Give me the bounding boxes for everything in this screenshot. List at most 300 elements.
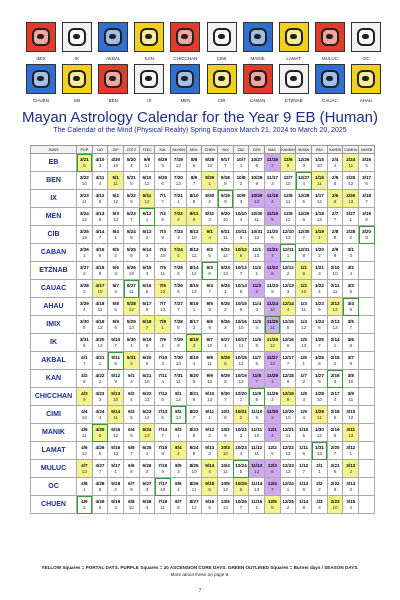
calendar-cell — [124, 208, 140, 226]
calendar-cell — [92, 262, 108, 280]
cell-date: 6/14 — [142, 246, 152, 252]
cell-date: 5/18 — [111, 480, 121, 486]
cell-date: 10/10 — [235, 210, 247, 216]
cell-date: 4/1 — [81, 354, 88, 360]
cell-tone: 2 — [333, 360, 337, 366]
cell-tone: 2 — [208, 198, 211, 204]
cell-date: 1/27 — [314, 372, 324, 378]
cell-tone: 13 — [128, 324, 134, 330]
cell-date: 3/23 — [79, 192, 89, 198]
calendar-cell — [265, 352, 281, 370]
cell-date: 5/7 — [112, 282, 119, 288]
calendar-cell — [202, 208, 218, 226]
calendar-cell — [265, 280, 281, 298]
calendar-cell — [92, 352, 108, 370]
cell-date: 9/18 — [220, 174, 230, 180]
cell-date: 4/8 — [81, 480, 88, 486]
cell-date: 3/9 — [347, 390, 354, 396]
calendar-cell — [186, 244, 202, 262]
calendar-row — [31, 244, 375, 262]
cell-tone: 3 — [349, 252, 353, 258]
cell-tone: 9 — [130, 486, 133, 492]
cell-tone: 8 — [255, 162, 258, 168]
cell-tone: 6 — [302, 450, 306, 456]
cell-date: 2/2 — [316, 480, 323, 486]
cell-tone: 10 — [160, 486, 166, 492]
cell-date: 10/31 — [250, 228, 263, 234]
glyph-label: AHAU — [359, 98, 373, 103]
calendar-cell — [171, 154, 187, 172]
cell-date: 10/1 — [220, 408, 230, 414]
calendar-cell — [155, 496, 171, 514]
cell-tone: 6 — [333, 432, 337, 438]
cell-tone: 11 — [207, 360, 213, 366]
cell-date: 5/22 — [126, 192, 136, 198]
calendar-cell — [202, 298, 218, 316]
cell-tone: 5 — [286, 324, 290, 330]
cell-date: 5/10 — [111, 336, 121, 342]
cell-tone: 1 — [177, 432, 180, 438]
calendar-cell — [343, 334, 359, 352]
cell-tone: 5 — [239, 234, 243, 240]
cell-tone: 8 — [208, 306, 211, 312]
cell-date: 5/31 — [126, 354, 136, 360]
calendar-cell — [202, 154, 218, 172]
cell-tone: 8 — [318, 360, 321, 366]
calendar-cell — [171, 316, 187, 334]
calendar-cell — [108, 172, 124, 190]
calendar-cell — [77, 424, 93, 442]
cell-date: 7/28 — [173, 318, 183, 324]
cell-tone: 12 — [97, 324, 103, 330]
calendar-cell — [233, 460, 249, 478]
calendar-cell — [108, 262, 124, 280]
cell-date: 10/18 — [235, 354, 247, 360]
cell-tone: 3 — [224, 324, 227, 330]
calendar-cell — [124, 460, 140, 478]
glyph-label: IX — [147, 98, 152, 103]
cell-date: 6/8 — [128, 498, 135, 504]
cell-date: 3/14 — [346, 480, 356, 486]
month-header: UO — [92, 146, 108, 154]
cell-tone: 9 — [302, 270, 306, 276]
cell-tone: 2 — [318, 252, 321, 258]
cell-tone: 9 — [224, 432, 227, 438]
page-title: Mayan Astrology Calendar for the Year 9 EB (Human) — [21, 109, 379, 126]
calendar-cell — [186, 370, 202, 388]
cell-tone: 13 — [144, 198, 150, 204]
calendar-cell — [265, 262, 281, 280]
calendar-cell — [171, 172, 187, 190]
cell-tone: 13 — [144, 432, 150, 438]
cell-date: 10/15 — [235, 300, 247, 306]
calendar-cell — [139, 370, 155, 388]
calendar-cell — [312, 226, 328, 244]
cell-tone: 9 — [192, 216, 196, 222]
cell-date: 4/27 — [95, 462, 105, 468]
calendar-cell — [359, 370, 375, 388]
calendar-row — [31, 190, 375, 208]
cell-date: 5/4 — [112, 228, 119, 234]
cell-date: 4/15 — [95, 246, 105, 252]
cell-tone: 4 — [192, 360, 196, 366]
calendar-cell — [359, 190, 375, 208]
calendar-cell — [155, 442, 171, 460]
calendar-cell — [218, 406, 234, 424]
calendar-cell — [249, 406, 265, 424]
cell-date: 8/8 — [190, 156, 198, 162]
cell-tone: 11 — [317, 414, 322, 420]
cell-tone: 3 — [130, 378, 133, 384]
cell-tone: 7 — [208, 288, 211, 294]
glyph-ahau-icon — [351, 64, 381, 94]
calendar-cell — [155, 208, 171, 226]
cell-date: 10/25 — [235, 480, 247, 486]
cell-tone: 10 — [348, 378, 354, 384]
cell-tone: 11 — [348, 396, 354, 402]
cell-tone: 13 — [175, 180, 181, 186]
cell-tone: 3 — [271, 414, 274, 420]
cell-date: 6/11 — [142, 192, 152, 198]
calendar-cell — [296, 442, 312, 460]
calendar-cell — [92, 154, 108, 172]
calendar-cell — [171, 244, 187, 262]
calendar-cell — [202, 262, 218, 280]
cell-tone: 12 — [285, 216, 291, 222]
calendar-cell — [280, 460, 296, 478]
day-sign-label: LAMAT — [31, 442, 77, 460]
cell-tone: 5 — [83, 324, 86, 330]
cell-tone: 6 — [130, 432, 133, 438]
cell-date: 9/11 — [205, 408, 215, 414]
cell-tone: 1 — [349, 216, 353, 222]
calendar-cell — [280, 352, 296, 370]
calendar-cell — [77, 154, 93, 172]
cell-tone: 1 — [224, 288, 227, 294]
cell-tone: 1 — [161, 324, 164, 330]
month-header: CHEN — [202, 146, 218, 154]
cell-tone: 11 — [128, 288, 134, 294]
cell-tone: 8 — [192, 198, 196, 204]
calendar-cell — [92, 406, 108, 424]
cell-date: 2/13 — [330, 318, 340, 324]
cell-date: 11/10 — [251, 408, 263, 414]
calendar-cell — [92, 478, 108, 496]
glyph-men-icon — [170, 64, 200, 94]
cell-tone: 2 — [177, 450, 180, 456]
calendar-cell — [124, 424, 140, 442]
calendar-table — [30, 145, 375, 514]
day-sign-label: EB — [31, 154, 77, 172]
cell-date: 12/14 — [282, 300, 294, 306]
cell-date: 6/4 — [128, 426, 135, 432]
cell-tone: 1 — [114, 234, 117, 240]
calendar-cell — [77, 406, 93, 424]
day-sign-label: CABAN — [31, 244, 77, 262]
cell-date: 8/28 — [205, 156, 215, 162]
glyph-oc-icon — [351, 22, 381, 52]
cell-date: 9/14 — [205, 462, 215, 468]
cell-tone: 9 — [365, 234, 368, 240]
cell-tone: 4 — [208, 468, 211, 474]
cell-date: 6/21 — [142, 372, 152, 378]
calendar-cell — [233, 334, 249, 352]
cell-date: 8/26 — [189, 480, 199, 486]
calendar-cell — [343, 460, 359, 478]
cell-date: 6/23 — [142, 408, 152, 414]
cell-tone: 9 — [349, 360, 353, 366]
cell-date: 4/14 — [95, 228, 105, 234]
cell-tone: 4 — [333, 162, 337, 168]
calendar-cell — [312, 388, 328, 406]
cell-date: 2/23 — [330, 498, 340, 504]
cell-date: 4/19 — [95, 318, 105, 324]
cell-date: 8/21 — [189, 390, 199, 396]
cell-tone: 5 — [255, 342, 258, 348]
cell-tone: 2 — [177, 216, 180, 222]
cell-date: 11/25 — [266, 318, 279, 324]
cell-date: 11/6 — [252, 336, 262, 342]
cell-date: 5/11 — [111, 354, 121, 360]
cell-tone: 13 — [348, 198, 354, 204]
calendar-cell — [218, 496, 234, 514]
calendar-cell — [218, 424, 234, 442]
cell-tone: 7 — [271, 486, 274, 492]
cell-date: 3/26 — [79, 246, 89, 252]
calendar-row — [31, 280, 375, 298]
month-header: MOL — [186, 146, 202, 154]
month-header: MOAN — [296, 146, 312, 154]
calendar-cell — [202, 406, 218, 424]
cell-date: 3/30 — [79, 318, 89, 324]
calendar-cell — [312, 244, 328, 262]
cell-tone: 1 — [239, 396, 243, 402]
cell-date: 4/16 — [95, 264, 105, 270]
cell-tone: 4 — [208, 234, 211, 240]
cell-date: 1/21 — [314, 264, 324, 270]
cell-date: 9/9 — [206, 372, 213, 378]
calendar-cell — [92, 424, 108, 442]
cell-date: 7/12 — [158, 390, 168, 396]
calendar-cell — [124, 298, 140, 316]
cell-date: 9/2 — [206, 246, 213, 252]
calendar-cell — [233, 424, 249, 442]
cell-tone: 1 — [192, 306, 196, 312]
calendar-cell — [77, 190, 93, 208]
day-sign-label: AHAU — [31, 298, 77, 316]
calendar-cell — [249, 280, 265, 298]
calendar-row — [31, 316, 375, 334]
cell-date: 8/30 — [205, 192, 215, 198]
cell-tone: 12 — [316, 198, 322, 204]
calendar-cell — [186, 280, 202, 298]
cell-date: 5/30 — [126, 336, 136, 342]
cell-tone: 5 — [161, 162, 164, 168]
calendar-cell — [139, 424, 155, 442]
cell-date: 2/14 — [330, 336, 340, 342]
calendar-cell — [139, 172, 155, 190]
cell-tone: 3 — [177, 468, 180, 474]
cell-date: 12/9 — [283, 210, 293, 216]
calendar-cell — [139, 190, 155, 208]
calendar-cell — [218, 190, 234, 208]
cell-date: 4/7 — [81, 462, 88, 468]
calendar-cell — [202, 352, 218, 370]
cell-date: 6/28 — [142, 498, 152, 504]
calendar-cell — [233, 208, 249, 226]
calendar-cell — [155, 172, 171, 190]
cell-date: 12/2 — [267, 444, 277, 450]
cell-tone: 11 — [160, 504, 166, 510]
cell-date: 9/15 — [205, 480, 215, 486]
cell-tone: 10 — [332, 504, 338, 510]
cell-tone: 8 — [239, 288, 243, 294]
cell-tone: 9 — [98, 504, 102, 510]
glyph-chicchan-icon — [170, 22, 200, 52]
cell-tone: 6 — [365, 180, 368, 186]
day-sign-label: BEN — [31, 172, 77, 190]
calendar-cell — [280, 154, 296, 172]
calendar-cell — [202, 370, 218, 388]
cell-tone: 2 — [114, 252, 117, 258]
cell-tone: 5 — [271, 216, 274, 222]
cell-date: 12/22 — [282, 444, 294, 450]
cell-date: 7/7 — [159, 300, 166, 306]
calendar-cell — [186, 316, 202, 334]
calendar-cell — [124, 172, 140, 190]
calendar-cell — [233, 496, 249, 514]
cell-date: 2/18 — [330, 408, 340, 414]
cell-date: 11/5 — [252, 318, 262, 324]
month-header: YAX — [218, 146, 234, 154]
cell-tone: 5 — [114, 306, 117, 312]
calendar-cell — [249, 244, 265, 262]
cell-date: 4/12 — [95, 192, 105, 198]
cell-date: 5/2 — [112, 192, 119, 198]
cell-tone: 6 — [208, 504, 211, 510]
cell-tone: 4 — [130, 162, 133, 168]
calendar-cell — [171, 370, 187, 388]
cell-tone: 5 — [239, 468, 243, 474]
cell-date: 7/20 — [173, 174, 183, 180]
cell-date: 8/12 — [189, 228, 199, 234]
calendar-cell — [265, 406, 281, 424]
calendar-cell — [139, 154, 155, 172]
cell-date: 2/12 — [330, 300, 340, 306]
month-header: POP — [77, 146, 93, 154]
cell-date: 8/4 — [175, 444, 182, 450]
cell-tone: 13 — [301, 342, 307, 348]
glyph-chuen-icon — [26, 64, 56, 94]
cell-date: 3/3 — [347, 282, 354, 288]
cell-tone: 7 — [83, 360, 86, 366]
cell-date: 6/15 — [142, 264, 152, 270]
calendar-cell — [139, 244, 155, 262]
cell-tone: 7 — [130, 450, 133, 456]
cell-tone: 8 — [98, 252, 102, 258]
cell-date: 1/28 — [314, 390, 324, 396]
cell-tone: 9 — [161, 234, 164, 240]
cell-date: 6/3 — [128, 408, 135, 414]
cell-date: 9/5 — [206, 300, 213, 306]
cell-date: 9/25 — [220, 300, 230, 306]
cell-tone: 8 — [365, 216, 368, 222]
cell-tone: 12 — [254, 234, 260, 240]
cell-date: 10/12 — [235, 246, 247, 252]
calendar-cell — [249, 298, 265, 316]
calendar-cell — [359, 352, 375, 370]
cell-date: 10/28 — [250, 174, 263, 180]
calendar-cell — [124, 190, 140, 208]
cell-tone: 1 — [239, 162, 243, 168]
cell-date: 2/5 — [331, 174, 339, 180]
day-sign-label: KAN — [31, 370, 77, 388]
cell-tone: 2 — [286, 504, 290, 510]
cell-tone: 3 — [239, 198, 243, 204]
cell-tone: 9 — [286, 162, 290, 168]
cell-date: 5/21 — [126, 174, 136, 180]
month-header: XUL — [155, 146, 171, 154]
calendar-cell — [171, 406, 187, 424]
cell-date: 8/9 — [190, 174, 198, 180]
calendar-cell — [327, 460, 343, 478]
cell-date: 9/19 — [220, 192, 230, 198]
day-sign-label: CAUAC — [31, 280, 77, 298]
calendar-cell — [343, 298, 359, 316]
cell-date: 1/23 — [314, 300, 324, 306]
calendar-cell — [327, 370, 343, 388]
glyph-label: EB — [74, 98, 81, 103]
cell-tone: 8 — [302, 486, 306, 492]
cell-tone: 9 — [333, 486, 337, 492]
cell-tone: 5 — [318, 306, 321, 312]
cell-tone: 3 — [192, 342, 196, 348]
calendar-cell — [186, 496, 202, 514]
cell-tone: 11 — [285, 432, 291, 438]
cell-tone: 2 — [145, 234, 149, 240]
calendar-cell — [249, 496, 265, 514]
calendar-cell — [139, 298, 155, 316]
cell-date: 10/9 — [236, 192, 246, 198]
cell-date: 7/11 — [158, 372, 168, 378]
cell-date: 8/11 — [189, 210, 199, 216]
cell-date: 11/7 — [252, 354, 262, 360]
calendar-cell — [92, 460, 108, 478]
calendar-cell — [186, 190, 202, 208]
calendar-cell — [171, 388, 187, 406]
glyph-muluc-icon — [315, 22, 345, 52]
glyph-label: ETZNAB — [284, 98, 303, 103]
cell-date: 1/10 — [299, 426, 309, 432]
cell-tone: 2 — [145, 468, 149, 474]
cell-tone: 10 — [316, 396, 322, 402]
glyph-ik-icon — [62, 22, 92, 52]
calendar-cell — [77, 478, 93, 496]
calendar-cell — [312, 298, 328, 316]
cell-tone: 13 — [285, 234, 291, 240]
cell-date: 12/24 — [282, 480, 294, 486]
cell-date: 10/24 — [235, 462, 247, 468]
cell-date: 5/24 — [126, 228, 136, 234]
cell-date: 9/3 — [206, 264, 213, 270]
calendar-cell — [265, 172, 281, 190]
day-sign-label: MANIK — [31, 424, 77, 442]
cell-date: 4/18 — [95, 300, 105, 306]
calendar-cell — [312, 334, 328, 352]
cell-date: 8/13 — [189, 246, 199, 252]
calendar-cell — [327, 172, 343, 190]
cell-date: 5/8 — [112, 300, 119, 306]
